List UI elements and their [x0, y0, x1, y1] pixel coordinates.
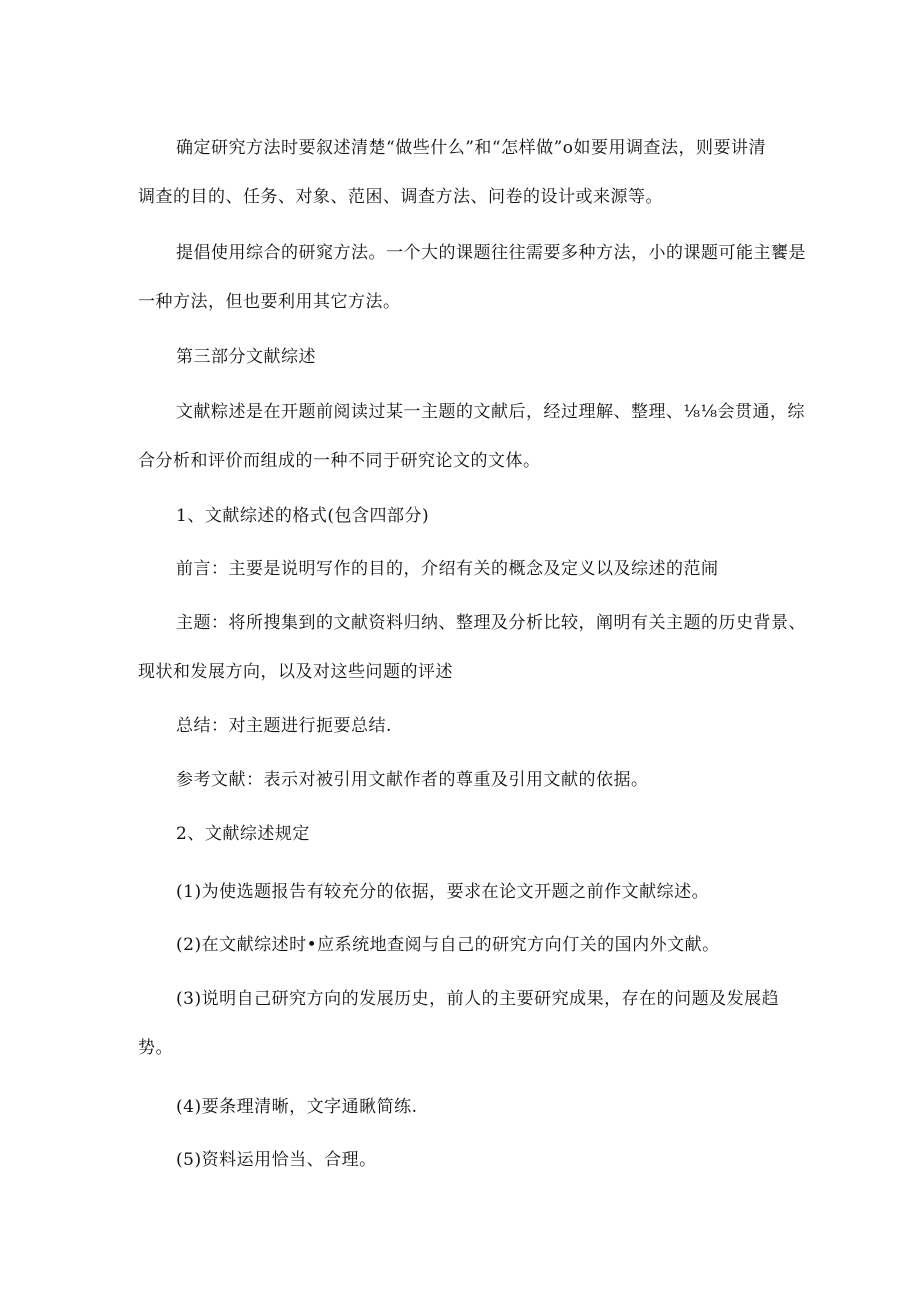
- paragraph-6-line-1: 前言：主要是说明写作的目的，介绍有关的概念及定义以及综述的范闹: [176, 559, 719, 579]
- paragraph-8-line-1: 总结：对主题进行扼要总结.: [176, 716, 392, 736]
- paragraph-2-line-1: 提倡使用综合的研窕方法。一个大的课题往往需要多种方法，小的课题可能主饔是: [176, 243, 806, 263]
- paragraph-5-line-1: 1、文献综述的格式(包含四部分): [176, 506, 430, 526]
- paragraph-9-line-1: 参考文献：表示对被引用文献作者的尊重及引用文献的依据。: [176, 770, 649, 790]
- paragraph-7-line-2: 现状和发展方向，以及对这些问题的评述: [138, 662, 453, 682]
- paragraph-14-line-1: (4)要条理清晰，文字通瞅简练.: [176, 1097, 418, 1117]
- paragraph-3-line-1: 第三部分文献综述: [176, 347, 316, 367]
- paragraph-1-line-2: 调查的目的、任务、对象、范困、调查方法、问卷的设计或来源等。: [138, 187, 663, 207]
- paragraph-1-line-1: 确定研究方法时要叙述清楚“做些什么”和“怎样做”o如要用调查法，则要讲清: [176, 138, 766, 158]
- paragraph-13-line-1: (3)说明自己研究方向的发展历史，前人的主要研究成果，存在的问题及发展趋: [176, 989, 780, 1009]
- paragraph-13-line-2: 势。: [138, 1038, 173, 1058]
- paragraph-11-line-1: (1)为使选题报告有较充分的依据，要求在论文开题之前作文献综述。: [176, 882, 710, 902]
- paragraph-2-line-2: 一种方法，但也要利用其它方法。: [138, 292, 401, 312]
- paragraph-15-line-1: (5)资料运用恰当、合理。: [176, 1150, 377, 1170]
- paragraph-12-line-1: (2)在文献综述时•应系统地查阅与自己的研究方向仃关的国内外文献。: [176, 935, 720, 955]
- paragraph-4-line-1: 文献粽述是在开题前阅读过某一主题的文献后，经过理解、整理、⅛⅛会贯通，综: [176, 402, 805, 422]
- paragraph-4-line-2: 合分析和评价而组成的一种不同于研究论文的文体。: [138, 451, 541, 471]
- paragraph-7-line-1: 主题：将所搜集到的文献资料归纳、整理及分析比较，阐明有关主题的历史背景、: [176, 613, 806, 633]
- paragraph-10-line-1: 2、文献综述规定: [176, 824, 310, 844]
